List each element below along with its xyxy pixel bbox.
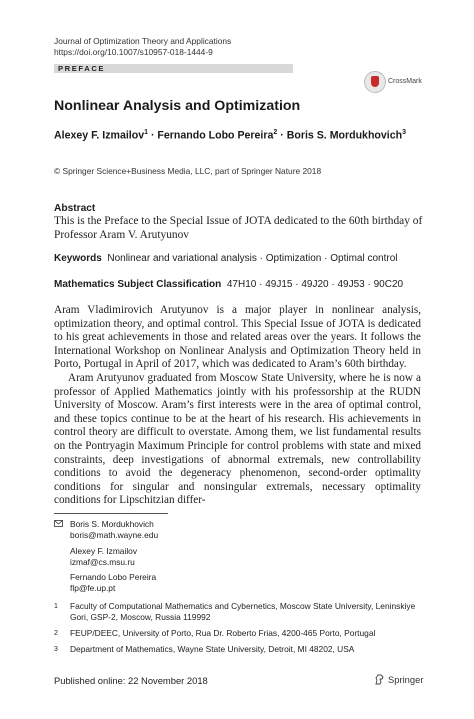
author-name[interactable]: Boris S. Mordukhovich — [286, 129, 403, 142]
affiliation-text: FEUP/DEEC, University of Porto, Rua Dr. Roberto Frias, 4200-465 Porto, Portugal — [70, 628, 376, 638]
crossmark-badge[interactable] — [361, 70, 431, 98]
keywords-label: Keywords — [54, 253, 102, 264]
abstract-text: This is the Preface to the Special Issue of JOTA dedicated to the 60th birthday of Professor Aram V. Arutyunov — [54, 215, 423, 241]
msc-label: Mathematics Subject Classification — [54, 279, 222, 290]
author-separator: · — [277, 129, 287, 142]
crossmark-icon — [364, 71, 386, 93]
doi-link[interactable]: https://doi.org/10.1007/s10957-018-1444-9 — [54, 47, 213, 57]
published-date: Published online: 22 November 2018 — [54, 675, 208, 686]
contact-name: Alexey F. Izmailov — [70, 546, 138, 556]
contact-entry — [70, 519, 158, 541]
affiliation-number: 3 — [54, 646, 58, 653]
msc-line — [54, 279, 403, 290]
contact-entry — [70, 572, 156, 594]
author-name[interactable]: Alexey F. Izmailov — [54, 129, 145, 142]
affiliation-text: Department of Mathematics, Wayne State University, Detroit, MI 48202, USA — [70, 644, 355, 654]
contact-email[interactable]: boris@math.wayne.edu — [70, 530, 159, 540]
affiliation-text: Faculty of Computational Mathematics and Cybernetics, Moscow State University, Leninskiye Gori, GSP-2, Moscow, Russia 119992 — [70, 601, 416, 622]
section-label: PREFACE — [58, 63, 106, 73]
author-affiliation-ref: 3 — [402, 129, 406, 136]
contact-email[interactable]: flp@fe.up.pt — [70, 583, 116, 593]
envelope-icon — [54, 520, 63, 527]
journal-name: Journal of Optimization Theory and Applications — [54, 36, 232, 46]
author-list — [54, 129, 406, 142]
publisher-name: Springer — [388, 674, 424, 685]
body-paragraph: Aram Arutyunov graduated from Moscow State University, where he is now a professor of Applied Mathematics jointly with his professorship at the RUDN University of Moscow. Aram’s first interests were in the area of optimal control, and these topics continue to be at the heart of his research. His achievements in control theory are difficult to overstate. Among them, we list fundamental results on the Pontryagin Maximum Principle for control problems with state and mixed constraints, deep investigations of abnormal extremals, new controllability conditions to avoid the degeneracy phenomenon, second-order optimality conditions for singular and nonsingular extremals, necessary optimality conditions for Lipschitzian differ- — [54, 371, 421, 507]
author-affiliation-ref: 2 — [273, 129, 278, 136]
contact-name: Fernando Lobo Pereira — [70, 572, 157, 582]
contact-name: Boris S. Mordukhovich — [70, 519, 154, 529]
springer-horse-icon — [374, 674, 385, 685]
msc-codes: 47H10 · 49J15 · 49J20 · 49J53 · 90C20 — [226, 279, 404, 290]
author-name[interactable]: Fernando Lobo Pereira — [157, 129, 274, 142]
keywords-line — [54, 253, 398, 264]
body-text — [54, 304, 421, 508]
contact-entry — [70, 546, 137, 568]
crossmark-label: CrossMark — [388, 78, 422, 85]
journal-header — [54, 36, 231, 58]
affiliation-number: 2 — [54, 630, 58, 637]
publisher-logo[interactable] — [374, 673, 434, 687]
affiliation-number: 1 — [54, 603, 58, 610]
contact-email[interactable]: izmaf@cs.msu.ru — [70, 557, 135, 567]
keywords-text: Nonlinear and variational analysis · Optimization · Optimal control — [107, 253, 398, 264]
copyright-notice: © Springer Science+Business Media, LLC, part of Springer Nature 2018 — [54, 166, 322, 176]
abstract-heading: Abstract — [54, 203, 96, 214]
article-title: Nonlinear Analysis and Optimization — [54, 98, 301, 114]
body-paragraph: Aram Vladimirovich Arutyunov is a major player in nonlinear analysis, optimization theory, and optimal control. This Special Issue of JOTA is dedicated to his great achievements in those and related areas over the years. It follows the International Workshop on Nonlinear Analysis and Optimization Theory held in Porto, Portugal in April of 2017, which was dedicated to Aram’s 60th birthday. — [54, 304, 421, 371]
author-separator: · — [148, 129, 158, 142]
footnote-divider — [54, 513, 168, 514]
author-affiliation-ref: 1 — [144, 129, 148, 136]
